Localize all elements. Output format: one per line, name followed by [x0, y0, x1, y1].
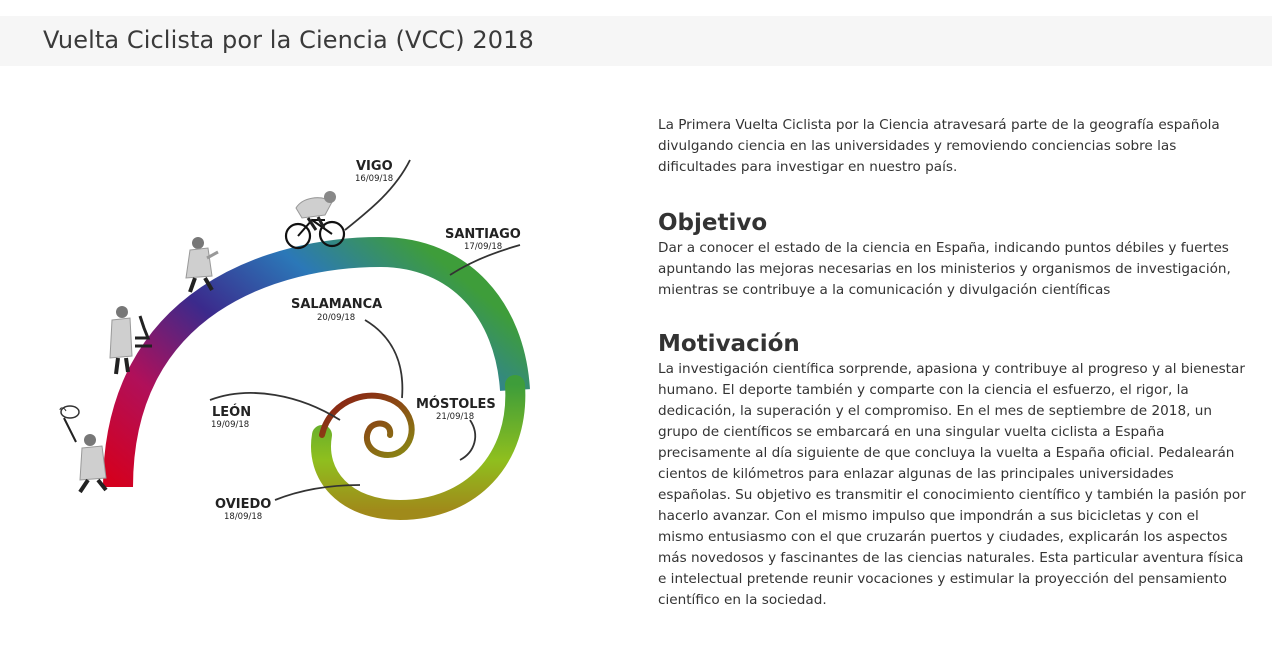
connector-mostoles: [460, 420, 475, 460]
stop-oviedo-name: OVIEDO: [215, 497, 272, 512]
scientist-net-figure: [60, 406, 106, 492]
motivation-heading: Motivación: [658, 331, 800, 357]
cyclist-figure: [286, 191, 344, 248]
stop-mostoles-date: 21/09/18: [436, 412, 475, 422]
stop-leon-name: LEÓN: [212, 405, 252, 420]
stop-salamanca-name: SALAMANCA: [291, 297, 383, 312]
stop-oviedo-date: 18/09/18: [224, 512, 263, 522]
intro-paragraph: La Primera Vuelta Ciclista por la Ciencia atravesará parte de la geografía española divulgando ciencia en las universidades y removiendo conciencias sobre las dificultades para investigar en nuestro país.: [658, 117, 1220, 175]
stop-mostoles-name: MÓSTOLES: [416, 397, 496, 412]
route-spiral-illustration: [40, 80, 600, 640]
route-spiral-inner: [322, 396, 412, 455]
stop-salamanca-date: 20/09/18: [317, 313, 356, 323]
stop-vigo-date: 16/09/18: [355, 174, 394, 184]
title-bar: [0, 16, 1272, 66]
objective-heading: Objetivo: [658, 210, 768, 236]
motivation-paragraph: La investigación científica sorprende, apasiona y contribuye al progreso y al bienestar humano. El deporte también y comparte con la ciencia el esfuerzo, el rigor, la dedicación, la superación y el compromiso. En el mes de septiembre de 2018, un grupo de científicos se embarcará en una singular vuelta ciclista a España precisamente al día siguiente de que concluya la vuelta a España oficial. Pedalearán cientos de kilómetros para enlazar algunas de las principales universidades españolas. Su objetivo es transmitir el conocimiento científico y también la pasión por hacerlo avanzar. Con el mismo impulso que impondrán a sus bicicletas y con el mismo entusiasmo con el que cruzarán puertos y ciudades, explicarán los aspectos más novedosos y fascinantes de las ciencias naturales. Esta particular aventura física e intelectual pretende reunir vocaciones y estimular la proyección del pensamiento científico en la sociedad.: [658, 361, 1246, 608]
connector-salamanca: [365, 320, 402, 398]
stop-vigo-name: VIGO: [356, 159, 393, 174]
page-title: Vuelta Ciclista por la Ciencia (VCC) 2018: [43, 26, 534, 54]
objective-paragraph: Dar a conocer el estado de la ciencia en España, indicando puntos débiles y fuertes apuntando las mejoras necesarias en los ministerios y organismos de investigación, mientras se contribuye a la comunicación y divulgación científicas: [658, 240, 1231, 298]
content-column: [658, 115, 1248, 611]
route-spiral-svg: [40, 80, 600, 640]
stop-santiago-name: SANTIAGO: [445, 227, 521, 242]
stop-santiago-date: 17/09/18: [464, 242, 503, 252]
stop-leon-date: 19/09/18: [211, 420, 250, 430]
